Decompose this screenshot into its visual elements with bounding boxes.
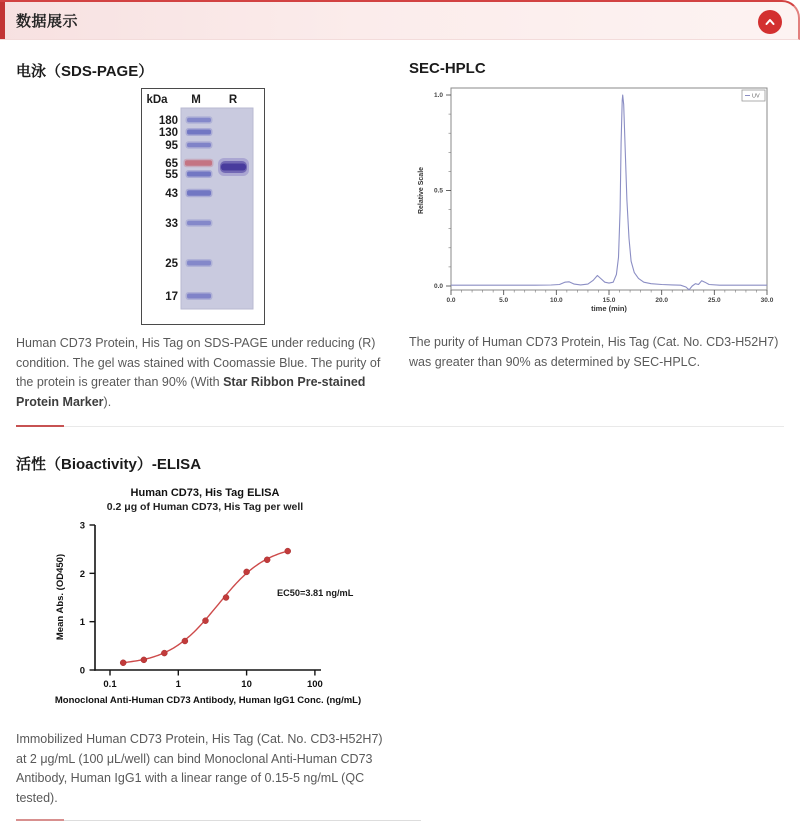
svg-text:10.0: 10.0 [550,297,563,304]
svg-text:M: M [191,94,201,106]
svg-text:1: 1 [175,679,181,690]
elisa-caption: Immobilized Human CD73 Protein, His Tag (Cat. No. CD3-H52H7) at 2 μg/mL (100 μL/well) can bind Monoclonal Anti-Human CD73 Antibody, Human IgG1 with a linear range of 0.15-5 ng/mL (QC tested). [16,732,383,805]
svg-text:0.0: 0.0 [446,297,456,304]
sec-hplc-caption: The purity of Human CD73 Protein, His Tag (Cat. No. CD3-H52H7) was greater than 90% as determined by SEC-HPLC. [409,335,779,369]
sds-page-title: 电泳（SDS-PAGE） [16,63,154,80]
svg-text:0: 0 [79,665,85,677]
svg-text:R: R [228,94,238,106]
svg-text:130: 130 [158,127,178,139]
collapse-button[interactable] [758,10,782,34]
svg-text:0.2 μg of Human CD73, His Tag: 0.2 μg of Human CD73, His Tag per well [106,501,304,513]
sec-hplc-title: SEC-HPLC [409,60,486,77]
svg-text:25: 25 [165,258,178,270]
svg-text:180: 180 [158,115,178,127]
svg-text:kDa: kDa [146,94,168,106]
svg-text:0.0: 0.0 [433,283,443,291]
svg-text:20.0: 20.0 [655,297,668,304]
marker-product-name: Star Ribbon Pre-stained Protein Marker [16,375,366,409]
svg-text:Mean Abs. (OD450): Mean Abs. (OD450) [55,553,66,641]
top-row [16,40,784,412]
svg-text:25.0: 25.0 [708,297,721,304]
sds-page-caption [16,334,382,412]
page-title: 数据展示 [16,13,79,30]
caption-text: Human CD73 Protein, His Tag on SDS-PAGE under reducing (R) condition. The gel was stained with Coomassie Blue. The purity of the protein is greater than 90% (With [16,336,381,389]
svg-text:33: 33 [165,218,178,230]
elisa-chart [25,481,400,721]
sds-page-gel-figure [141,88,382,325]
gel-image [141,88,265,325]
svg-text:Monoclonal Anti-Human CD73 Ant: Monoclonal Anti-Human CD73 Antibody, Human IgG1 Conc. (ng/mL) [54,695,362,706]
sec-hplc-section [409,40,784,412]
sec-hplc-figure [409,84,784,324]
svg-text:Relative Scale: Relative Scale [418,166,425,215]
svg-text:Human CD73, His Tag ELISA: Human CD73, His Tag ELISA [130,487,280,499]
svg-text:0.5: 0.5 [433,187,443,195]
svg-text:15.0: 15.0 [602,297,616,304]
elisa-section [16,453,784,821]
sds-page-section [16,40,382,412]
svg-text:30.0: 30.0 [760,297,774,304]
svg-text:5.0: 5.0 [499,297,509,304]
svg-text:95: 95 [165,140,178,152]
svg-text:17: 17 [165,291,178,303]
elisa-figure [25,481,784,721]
header-accent-bar [0,2,5,39]
svg-text:43: 43 [165,188,178,200]
hplc-chart [409,84,784,324]
svg-text:1: 1 [79,617,85,629]
svg-text:100: 100 [306,679,323,690]
svg-text:55: 55 [165,169,178,181]
caption-text-end: ). [103,394,112,409]
svg-text:EC50=3.81 ng/mL: EC50=3.81 ng/mL [277,588,354,598]
svg-text:10: 10 [241,679,252,690]
svg-text:1.0: 1.0 [433,92,443,100]
svg-text:time (min): time (min) [591,304,627,313]
svg-text:3: 3 [79,520,85,532]
elisa-section-title: 活性（Bioactivity）-ELISA [16,456,202,473]
section-divider [16,426,784,427]
content [0,40,800,821]
section-header [0,0,800,40]
svg-text:2: 2 [79,568,85,580]
svg-text:0.1: 0.1 [103,679,117,690]
svg-text:65: 65 [165,158,178,170]
svg-text:UV: UV [752,93,760,100]
chevron-up-icon [763,15,777,29]
